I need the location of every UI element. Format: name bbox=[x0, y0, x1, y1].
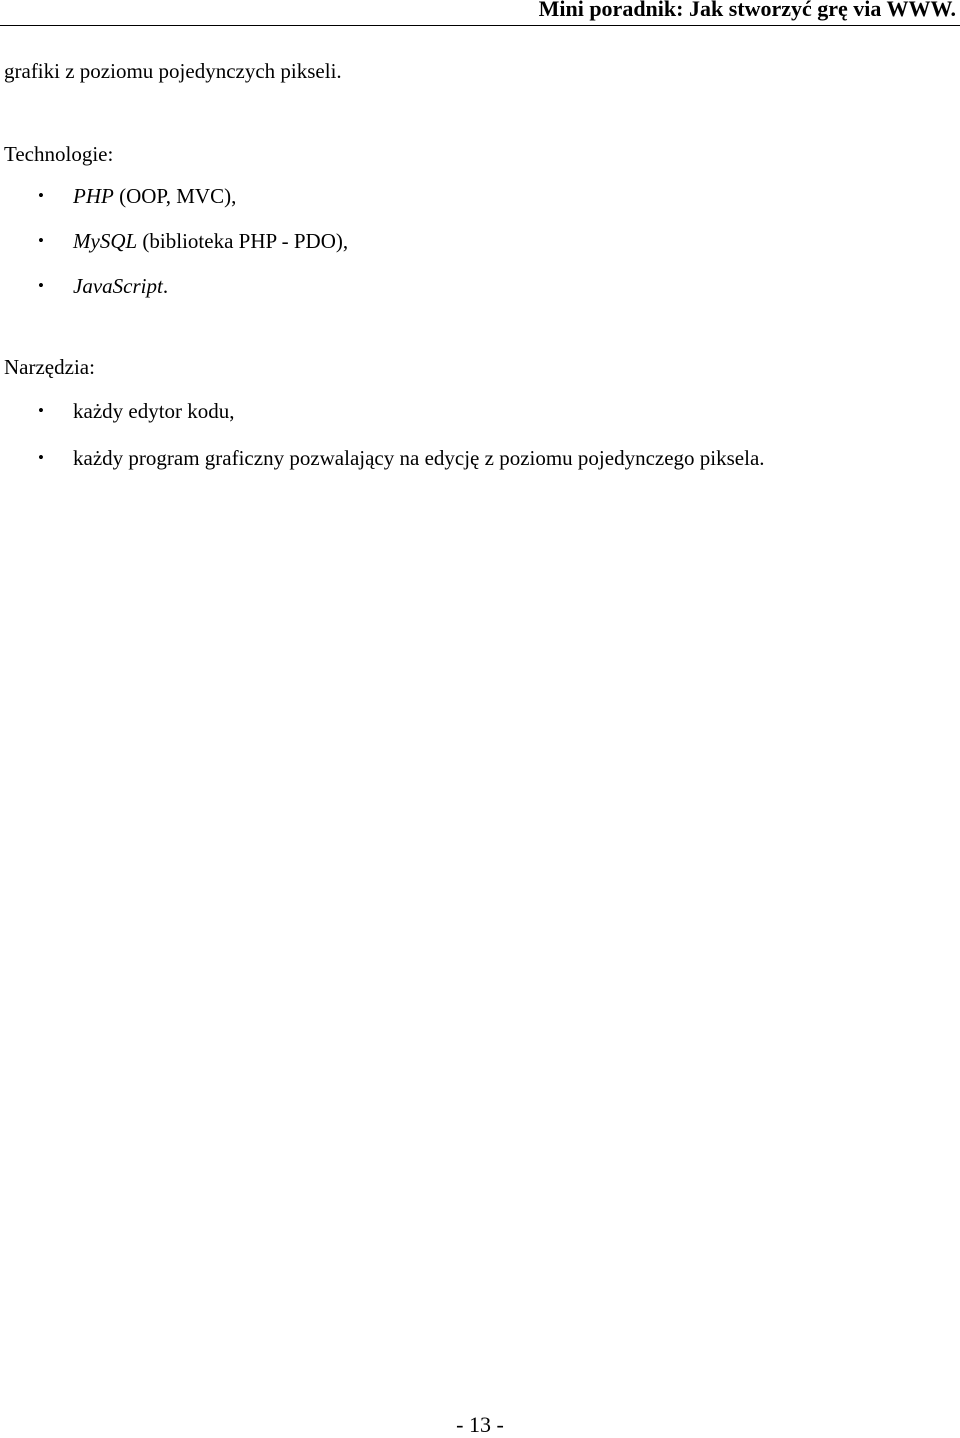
bullet-icon: • bbox=[38, 231, 44, 250]
intro-paragraph: grafiki z poziomu pojedynczych pikseli. bbox=[4, 59, 342, 83]
technology-detail: (OOP, MVC), bbox=[113, 184, 237, 208]
technology-detail: (biblioteka PHP - PDO), bbox=[137, 229, 349, 253]
document-title: Mini poradnik: Jak stworzyć grę via WWW. bbox=[538, 0, 956, 21]
bullet-icon: • bbox=[38, 448, 44, 467]
page-footer bbox=[0, 1412, 960, 1438]
technology-detail: . bbox=[162, 274, 169, 298]
tool-item: każdy edytor kodu, bbox=[73, 399, 235, 423]
technologies-heading: Technologie: bbox=[4, 142, 114, 166]
tool-item: każdy program graficzny pozwalający na edycję z poziomu pojedynczego piksela. bbox=[73, 446, 765, 470]
tools-heading: Narzędzia: bbox=[4, 355, 95, 379]
technology-name: MySQL bbox=[73, 229, 138, 253]
bullet-icon: • bbox=[38, 401, 44, 420]
technology-name: PHP bbox=[73, 184, 114, 208]
technology-name: JavaScript bbox=[73, 274, 163, 298]
bullet-icon: • bbox=[38, 276, 44, 295]
bullet-icon: • bbox=[38, 186, 44, 205]
page-number: - 13 - bbox=[456, 1412, 504, 1437]
page-header bbox=[0, 0, 960, 26]
